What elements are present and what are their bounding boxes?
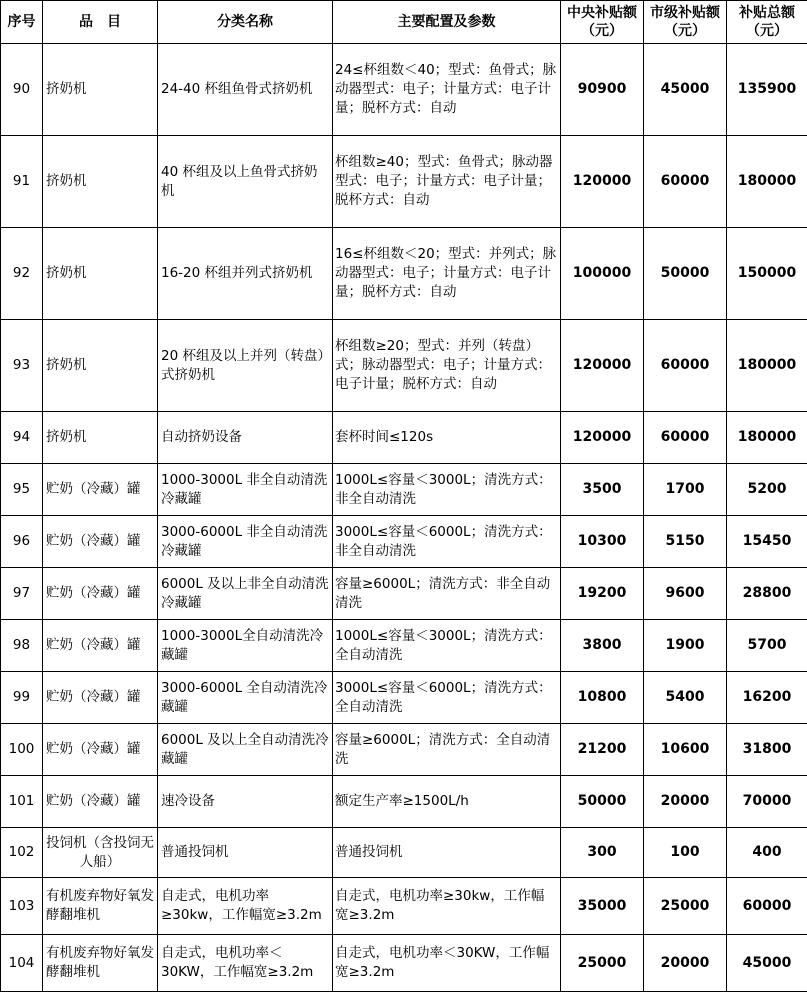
row-no: 90 <box>1 44 43 136</box>
row-total: 180000 <box>727 320 807 412</box>
row-central: 300 <box>561 828 644 878</box>
row-total: 180000 <box>727 412 807 464</box>
table-row <box>1 568 807 620</box>
row-city: 10600 <box>644 724 727 776</box>
row-spec: 容量≥6000L；清洗方式：全自动清洗 <box>333 724 561 776</box>
row-item: 挤奶机 <box>43 44 158 136</box>
row-no: 94 <box>1 412 43 464</box>
row-spec: 容量≥6000L；清洗方式：非全自动清洗 <box>333 568 561 620</box>
row-total: 150000 <box>727 228 807 320</box>
row-item: 贮奶（冷藏）罐 <box>43 568 158 620</box>
row-city: 20000 <box>644 935 727 992</box>
row-central: 120000 <box>561 412 644 464</box>
row-city: 1900 <box>644 620 727 672</box>
row-item: 挤奶机 <box>43 320 158 412</box>
table-row <box>1 620 807 672</box>
header-no: 序号 <box>1 1 43 44</box>
header-spec: 主要配置及参数 <box>333 1 561 44</box>
row-item: 投饲机（含投饲无人船） <box>43 828 158 878</box>
row-city: 5400 <box>644 672 727 724</box>
table-row <box>1 228 807 320</box>
row-spec: 1000L≤容量＜3000L；清洗方式：非全自动清洗 <box>333 464 561 516</box>
header-row <box>1 1 807 44</box>
row-no: 100 <box>1 724 43 776</box>
row-spec: 额定生产率≥1500L/h <box>333 776 561 828</box>
row-no: 93 <box>1 320 43 412</box>
row-no: 101 <box>1 776 43 828</box>
row-no: 99 <box>1 672 43 724</box>
row-no: 97 <box>1 568 43 620</box>
row-category: 6000L 及以上非全自动清洗冷藏罐 <box>158 568 333 620</box>
row-total: 5200 <box>727 464 807 516</box>
table-row <box>1 672 807 724</box>
table-row <box>1 724 807 776</box>
row-no: 103 <box>1 878 43 935</box>
row-total: 28800 <box>727 568 807 620</box>
row-city: 60000 <box>644 320 727 412</box>
row-city: 60000 <box>644 412 727 464</box>
table-row <box>1 828 807 878</box>
row-central: 3500 <box>561 464 644 516</box>
row-category: 普通投饲机 <box>158 828 333 878</box>
row-city: 25000 <box>644 878 727 935</box>
row-total: 60000 <box>727 878 807 935</box>
row-item: 有机废弃物好氧发酵翻堆机 <box>43 878 158 935</box>
row-item: 挤奶机 <box>43 136 158 228</box>
row-category: 1000-3000L 非全自动清洗冷藏罐 <box>158 464 333 516</box>
row-no: 104 <box>1 935 43 992</box>
table-row <box>1 412 807 464</box>
table-row <box>1 878 807 935</box>
header-city-subsidy: 市级补贴额（元） <box>644 1 727 44</box>
row-city: 45000 <box>644 44 727 136</box>
row-item: 挤奶机 <box>43 228 158 320</box>
table-row <box>1 320 807 412</box>
row-category: 24-40 杯组鱼骨式挤奶机 <box>158 44 333 136</box>
row-central: 120000 <box>561 136 644 228</box>
row-total: 16200 <box>727 672 807 724</box>
row-city: 5150 <box>644 516 727 568</box>
row-central: 21200 <box>561 724 644 776</box>
row-city: 1700 <box>644 464 727 516</box>
row-total: 180000 <box>727 136 807 228</box>
table-row <box>1 44 807 136</box>
row-central: 90900 <box>561 44 644 136</box>
row-total: 5700 <box>727 620 807 672</box>
table-row <box>1 935 807 992</box>
row-central: 3800 <box>561 620 644 672</box>
table-row <box>1 776 807 828</box>
table-row <box>1 136 807 228</box>
row-category: 自动挤奶设备 <box>158 412 333 464</box>
row-item: 贮奶（冷藏）罐 <box>43 516 158 568</box>
row-spec: 3000L≤容量＜6000L；清洗方式：非全自动清洗 <box>333 516 561 568</box>
row-spec: 自走式，电机功率≥30kw，工作幅宽≥3.2m <box>333 878 561 935</box>
row-item: 有机废弃物好氧发酵翻堆机 <box>43 935 158 992</box>
row-no: 96 <box>1 516 43 568</box>
row-central: 10800 <box>561 672 644 724</box>
row-category: 自走式，电机功率＜30KW，工作幅宽≥3.2m <box>158 935 333 992</box>
row-central: 100000 <box>561 228 644 320</box>
row-city: 9600 <box>644 568 727 620</box>
row-no: 92 <box>1 228 43 320</box>
row-category: 速冷设备 <box>158 776 333 828</box>
header-category: 分类名称 <box>158 1 333 44</box>
row-total: 31800 <box>727 724 807 776</box>
row-city: 100 <box>644 828 727 878</box>
row-item: 贮奶（冷藏）罐 <box>43 776 158 828</box>
table-row <box>1 464 807 516</box>
row-city: 50000 <box>644 228 727 320</box>
row-total: 400 <box>727 828 807 878</box>
row-category: 1000-3000L全自动清洗冷藏罐 <box>158 620 333 672</box>
row-no: 95 <box>1 464 43 516</box>
row-category: 6000L 及以上全自动清洗冷藏罐 <box>158 724 333 776</box>
row-category: 3000-6000L 全自动清洗冷藏罐 <box>158 672 333 724</box>
row-total: 135900 <box>727 44 807 136</box>
row-central: 120000 <box>561 320 644 412</box>
row-total: 70000 <box>727 776 807 828</box>
row-spec: 3000L≤容量＜6000L；清洗方式：全自动清洗 <box>333 672 561 724</box>
row-spec: 杯组数≥40；型式：鱼骨式；脉动器型式：电子；计量方式：电子计量；脱杯方式：自动 <box>333 136 561 228</box>
row-no: 91 <box>1 136 43 228</box>
row-central: 25000 <box>561 935 644 992</box>
row-spec: 杯组数≥20；型式：并列（转盘）式；脉动器型式：电子；计量方式：电子计量；脱杯方式：自动 <box>333 320 561 412</box>
row-spec: 自走式，电机功率＜30KW，工作幅宽≥3.2m <box>333 935 561 992</box>
header-central-subsidy: 中央补贴额（元） <box>561 1 644 44</box>
row-category: 3000-6000L 非全自动清洗冷藏罐 <box>158 516 333 568</box>
row-item: 挤奶机 <box>43 412 158 464</box>
row-central: 10300 <box>561 516 644 568</box>
row-item: 贮奶（冷藏）罐 <box>43 620 158 672</box>
row-central: 35000 <box>561 878 644 935</box>
row-item: 贮奶（冷藏）罐 <box>43 464 158 516</box>
row-category: 自走式，电机功率≥30kw，工作幅宽≥3.2m <box>158 878 333 935</box>
header-total-subsidy: 补贴总额（元） <box>727 1 807 44</box>
row-city: 20000 <box>644 776 727 828</box>
row-spec: 普通投饲机 <box>333 828 561 878</box>
header-item: 品 目 <box>43 1 158 44</box>
row-central: 50000 <box>561 776 644 828</box>
row-category: 16-20 杯组并列式挤奶机 <box>158 228 333 320</box>
row-total: 45000 <box>727 935 807 992</box>
row-city: 60000 <box>644 136 727 228</box>
row-no: 102 <box>1 828 43 878</box>
row-spec: 16≤杯组数＜20；型式：并列式；脉动器型式：电子；计量方式：电子计量；脱杯方式：自动 <box>333 228 561 320</box>
row-spec: 套杯时间≤120s <box>333 412 561 464</box>
row-central: 19200 <box>561 568 644 620</box>
row-total: 15450 <box>727 516 807 568</box>
row-category: 20 杯组及以上并列（转盘）式挤奶机 <box>158 320 333 412</box>
row-spec: 24≤杯组数＜40；型式：鱼骨式；脉动器型式：电子；计量方式：电子计量；脱杯方式：自动 <box>333 44 561 136</box>
row-no: 98 <box>1 620 43 672</box>
row-spec: 1000L≤容量＜3000L；清洗方式：全自动清洗 <box>333 620 561 672</box>
row-category: 40 杯组及以上鱼骨式挤奶机 <box>158 136 333 228</box>
table-row <box>1 516 807 568</box>
row-item: 贮奶（冷藏）罐 <box>43 724 158 776</box>
row-item: 贮奶（冷藏）罐 <box>43 672 158 724</box>
